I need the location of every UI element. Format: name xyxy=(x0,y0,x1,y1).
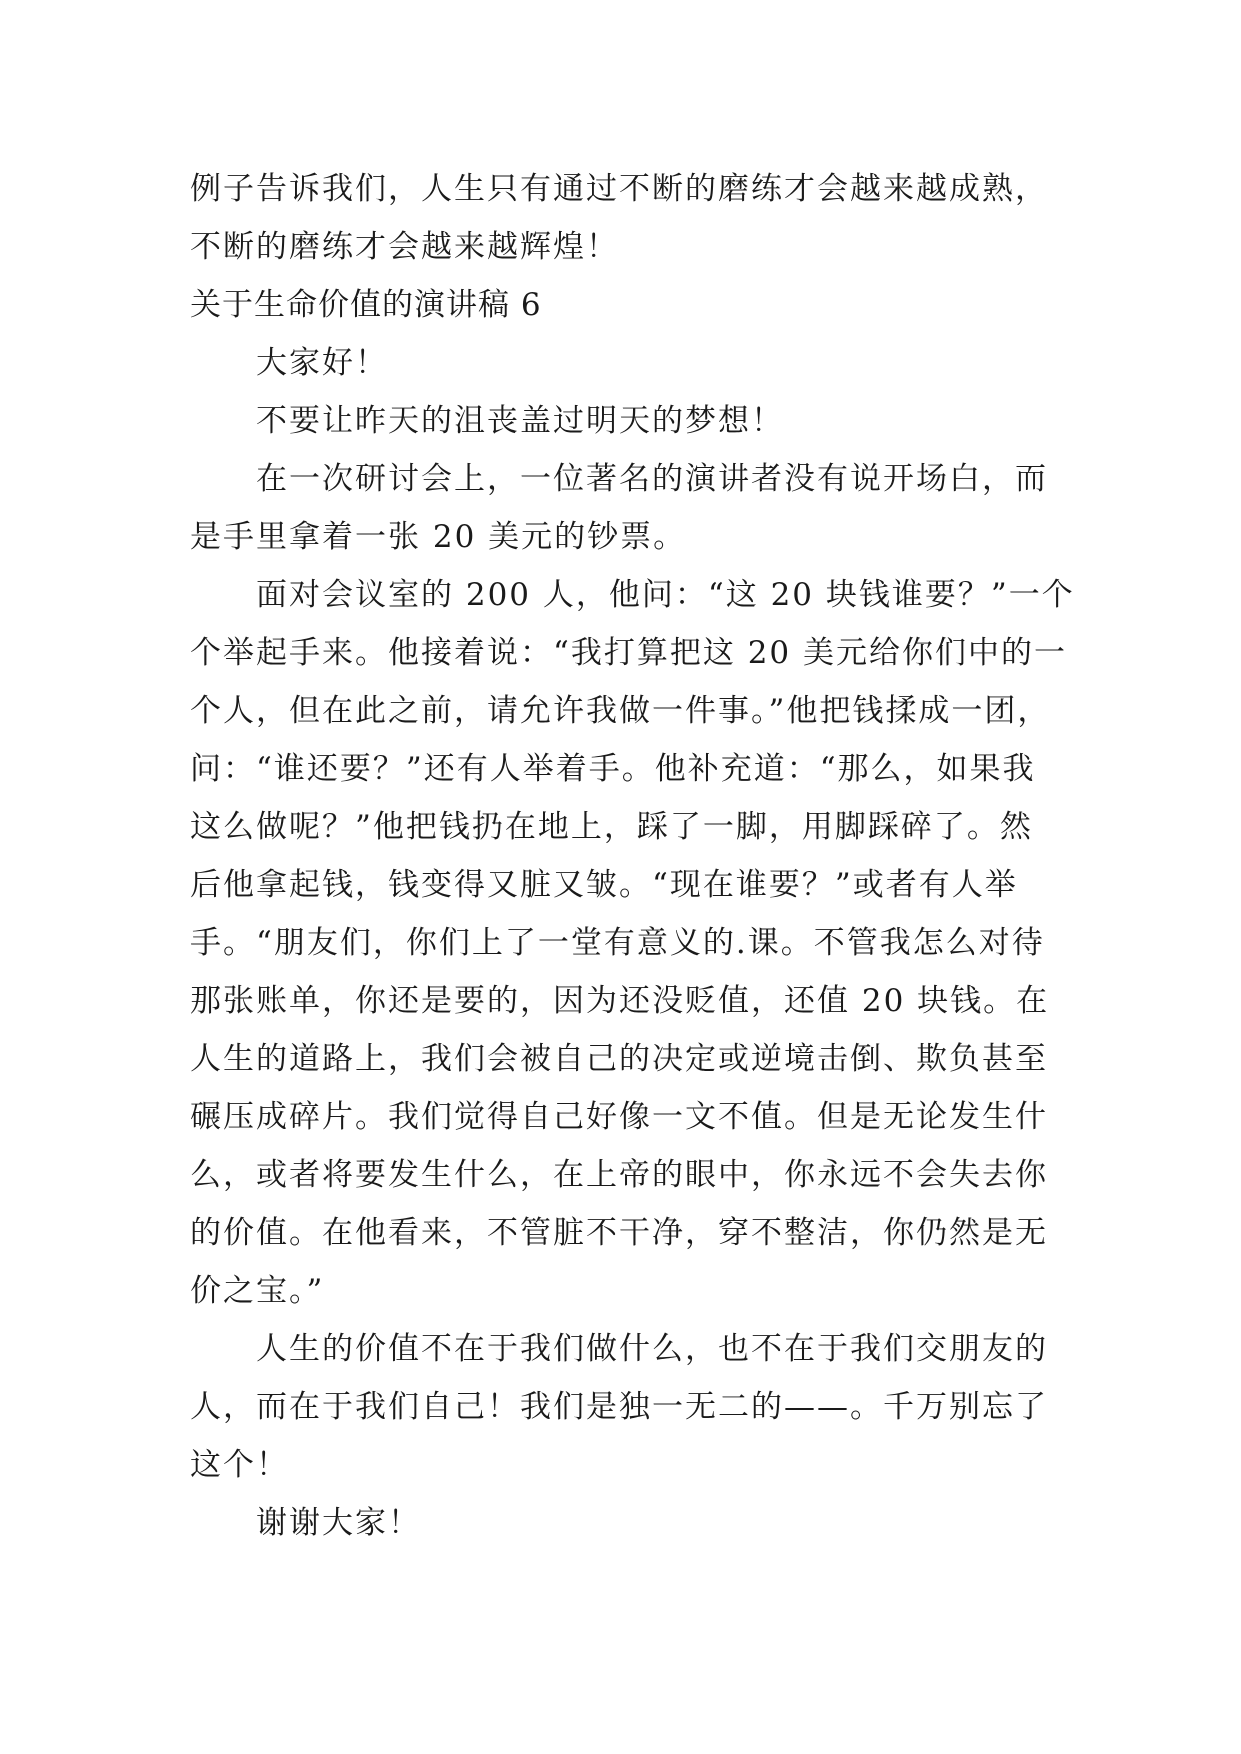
text-line: 个人，但在此之前，请允许我做一件事。”他把钱揉成一团， xyxy=(190,693,1051,729)
text-line: 面对会议室的 200 人，他问：“这 20 块钱谁要？”一个 xyxy=(256,577,1075,613)
text-line: 是手里拿着一张 20 美元的钞票。 xyxy=(190,519,687,555)
greeting-paragraph xyxy=(190,334,1060,392)
text-line: 这么做呢？”他把钱扔在地上，踩了一脚，用脚踩碎了。然 xyxy=(190,809,1033,845)
closing-paragraph xyxy=(190,1494,1060,1552)
text-line: 碾压成碎片。我们觉得自己好像一文不值。但是无论发生什 xyxy=(190,1099,1048,1135)
paragraph-1 xyxy=(190,392,1060,450)
text-line: 在一次研讨会上，一位著名的演讲者没有说开场白，而 xyxy=(256,461,1048,497)
text-line: 手。“朋友们，你们上了一堂有意义的.课。不管我怎么对待 xyxy=(190,925,1045,961)
continuation-paragraph xyxy=(190,160,1060,276)
text-line: 的价值。在他看来，不管脏不干净，穿不整洁，你仍然是无 xyxy=(190,1215,1048,1251)
text-line: 个举起手来。他接着说：“我打算把这 20 美元给你们中的一 xyxy=(190,635,1067,671)
text-line: 例子告诉我们，人生只有通过不断的磨练才会越来越成熟， xyxy=(190,171,1048,207)
text-line: 人生的价值不在于我们做什么，也不在于我们交朋友的 xyxy=(256,1331,1048,1367)
text-line: 人，而在于我们自己！我们是独一无二的——。千万别忘了 xyxy=(190,1389,1048,1425)
closing-text: 谢谢大家！ xyxy=(256,1505,421,1541)
document-body xyxy=(190,160,1075,1552)
text-line: 不要让昨天的沮丧盖过明天的梦想！ xyxy=(256,403,784,439)
section-heading xyxy=(190,276,1060,334)
heading-text: 关于生命价值的演讲稿 6 xyxy=(190,287,542,323)
paragraph-4 xyxy=(190,1320,1060,1494)
paragraph-3 xyxy=(190,566,1075,1320)
paragraph-2 xyxy=(190,450,1060,566)
text-line: 那张账单，你还是要的，因为还没贬值，还值 20 块钱。在 xyxy=(190,983,1050,1019)
text-line: 问：“谁还要？”还有人举着手。他补充道：“那么，如果我 xyxy=(190,751,1036,787)
text-line: 后他拿起钱，钱变得又脏又皱。“现在谁要？”或者有人举 xyxy=(190,867,1018,903)
text-line: 么，或者将要发生什么，在上帝的眼中，你永远不会失去你 xyxy=(190,1157,1048,1193)
text-line: 人生的道路上，我们会被自己的决定或逆境击倒、欺负甚至 xyxy=(190,1041,1048,1077)
text-line: 价之宝。” xyxy=(190,1273,325,1309)
greeting-text: 大家好！ xyxy=(256,345,388,381)
text-line: 这个！ xyxy=(190,1447,289,1483)
text-line: 不断的磨练才会越来越辉煌！ xyxy=(190,229,619,265)
